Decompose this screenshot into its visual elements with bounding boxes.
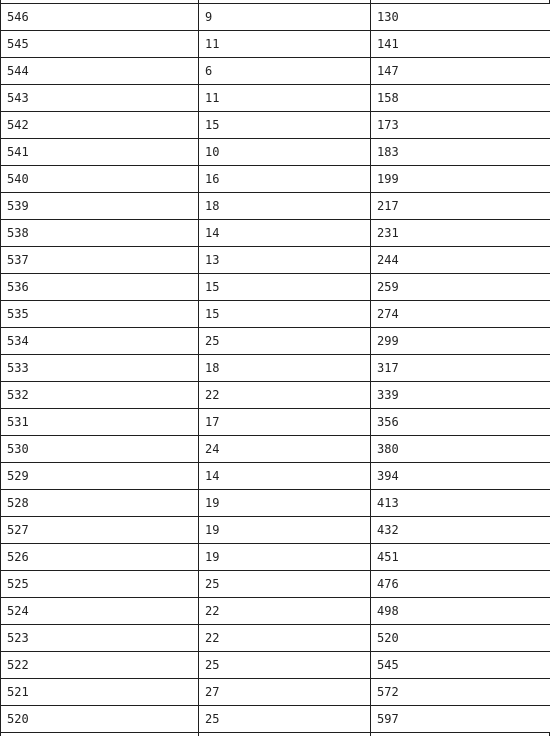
count-cell: 18 — [199, 355, 371, 382]
count-cell: 15 — [199, 112, 371, 139]
score-cell: 541 — [1, 139, 199, 166]
table-row — [1, 355, 550, 382]
table-row — [1, 463, 550, 490]
cumulative-cell: 597 — [371, 706, 550, 733]
count-cell: 19 — [199, 490, 371, 517]
count-cell: 19 — [199, 517, 371, 544]
count-cell: 18 — [199, 193, 371, 220]
count-cell: 15 — [199, 301, 371, 328]
score-cell: 529 — [1, 463, 199, 490]
count-cell: 17 — [199, 409, 371, 436]
table-row — [1, 166, 550, 193]
cumulative-cell: 339 — [371, 382, 550, 409]
cumulative-cell: 199 — [371, 166, 550, 193]
table-row — [1, 4, 550, 31]
table-row — [1, 301, 550, 328]
count-cell: 19 — [199, 544, 371, 571]
table-row — [1, 517, 550, 544]
cumulative-cell: 158 — [371, 85, 550, 112]
table-row — [1, 139, 550, 166]
table-row — [1, 625, 550, 652]
count-cell: 25 — [199, 328, 371, 355]
cumulative-cell: 572 — [371, 679, 550, 706]
score-cell: 542 — [1, 112, 199, 139]
cumulative-cell: 147 — [371, 58, 550, 85]
count-cell: 13 — [199, 247, 371, 274]
score-cell: 545 — [1, 31, 199, 58]
table-row — [1, 409, 550, 436]
cumulative-cell: 394 — [371, 463, 550, 490]
cumulative-cell: 183 — [371, 139, 550, 166]
cumulative-cell: 380 — [371, 436, 550, 463]
count-cell: 25 — [199, 652, 371, 679]
count-cell: 10 — [199, 139, 371, 166]
table-top-edge — [0, 0, 550, 3]
cumulative-cell: 432 — [371, 517, 550, 544]
table-row — [1, 436, 550, 463]
table-row — [1, 193, 550, 220]
table-row — [1, 112, 550, 139]
count-cell: 25 — [199, 571, 371, 598]
score-cell: 522 — [1, 652, 199, 679]
score-cell: 525 — [1, 571, 199, 598]
cumulative-cell: 356 — [371, 409, 550, 436]
cumulative-cell: 173 — [371, 112, 550, 139]
count-cell: 22 — [199, 382, 371, 409]
score-cell: 540 — [1, 166, 199, 193]
cumulative-cell: 498 — [371, 598, 550, 625]
cumulative-cell: 231 — [371, 220, 550, 247]
table-row — [1, 58, 550, 85]
score-cell: 527 — [1, 517, 199, 544]
table-row — [1, 328, 550, 355]
count-cell: 22 — [199, 598, 371, 625]
score-cell: 535 — [1, 301, 199, 328]
score-cell: 546 — [1, 4, 199, 31]
count-cell: 11 — [199, 85, 371, 112]
count-cell: 25 — [199, 706, 371, 733]
count-cell: 16 — [199, 166, 371, 193]
score-cell: 523 — [1, 625, 199, 652]
cumulative-cell: 520 — [371, 625, 550, 652]
count-cell: 6 — [199, 58, 371, 85]
count-cell: 22 — [199, 625, 371, 652]
cumulative-cell: 451 — [371, 544, 550, 571]
cumulative-cell: 244 — [371, 247, 550, 274]
table-row — [1, 490, 550, 517]
cumulative-cell: 476 — [371, 571, 550, 598]
table-row — [1, 652, 550, 679]
cumulative-cell: 259 — [371, 274, 550, 301]
table-row — [1, 31, 550, 58]
count-cell: 24 — [199, 436, 371, 463]
score-cell: 524 — [1, 598, 199, 625]
score-cell: 530 — [1, 436, 199, 463]
score-cell: 521 — [1, 679, 199, 706]
cumulative-cell: 141 — [371, 31, 550, 58]
table-bottom-edge — [0, 733, 550, 736]
score-cell: 534 — [1, 328, 199, 355]
table-row — [1, 706, 550, 733]
score-cell: 536 — [1, 274, 199, 301]
score-cell: 539 — [1, 193, 199, 220]
cumulative-cell: 545 — [371, 652, 550, 679]
count-cell: 14 — [199, 463, 371, 490]
table-row — [1, 571, 550, 598]
score-cell: 538 — [1, 220, 199, 247]
table-row — [1, 598, 550, 625]
cumulative-cell: 130 — [371, 4, 550, 31]
score-cell: 531 — [1, 409, 199, 436]
score-cell: 544 — [1, 58, 199, 85]
score-cell: 543 — [1, 85, 199, 112]
table-row — [1, 220, 550, 247]
score-cell: 532 — [1, 382, 199, 409]
table-row — [1, 247, 550, 274]
cumulative-cell: 299 — [371, 328, 550, 355]
count-cell: 14 — [199, 220, 371, 247]
score-table — [0, 3, 550, 733]
cumulative-cell: 317 — [371, 355, 550, 382]
score-cell: 533 — [1, 355, 199, 382]
count-cell: 27 — [199, 679, 371, 706]
count-cell: 11 — [199, 31, 371, 58]
table-row — [1, 544, 550, 571]
score-cell: 520 — [1, 706, 199, 733]
cumulative-cell: 413 — [371, 490, 550, 517]
cumulative-cell: 274 — [371, 301, 550, 328]
score-cell: 526 — [1, 544, 199, 571]
count-cell: 9 — [199, 4, 371, 31]
table-body — [1, 4, 550, 733]
score-cell: 528 — [1, 490, 199, 517]
table-row — [1, 274, 550, 301]
score-cell: 537 — [1, 247, 199, 274]
table-row — [1, 85, 550, 112]
count-cell: 15 — [199, 274, 371, 301]
table-row — [1, 382, 550, 409]
cumulative-cell: 217 — [371, 193, 550, 220]
table-row — [1, 679, 550, 706]
